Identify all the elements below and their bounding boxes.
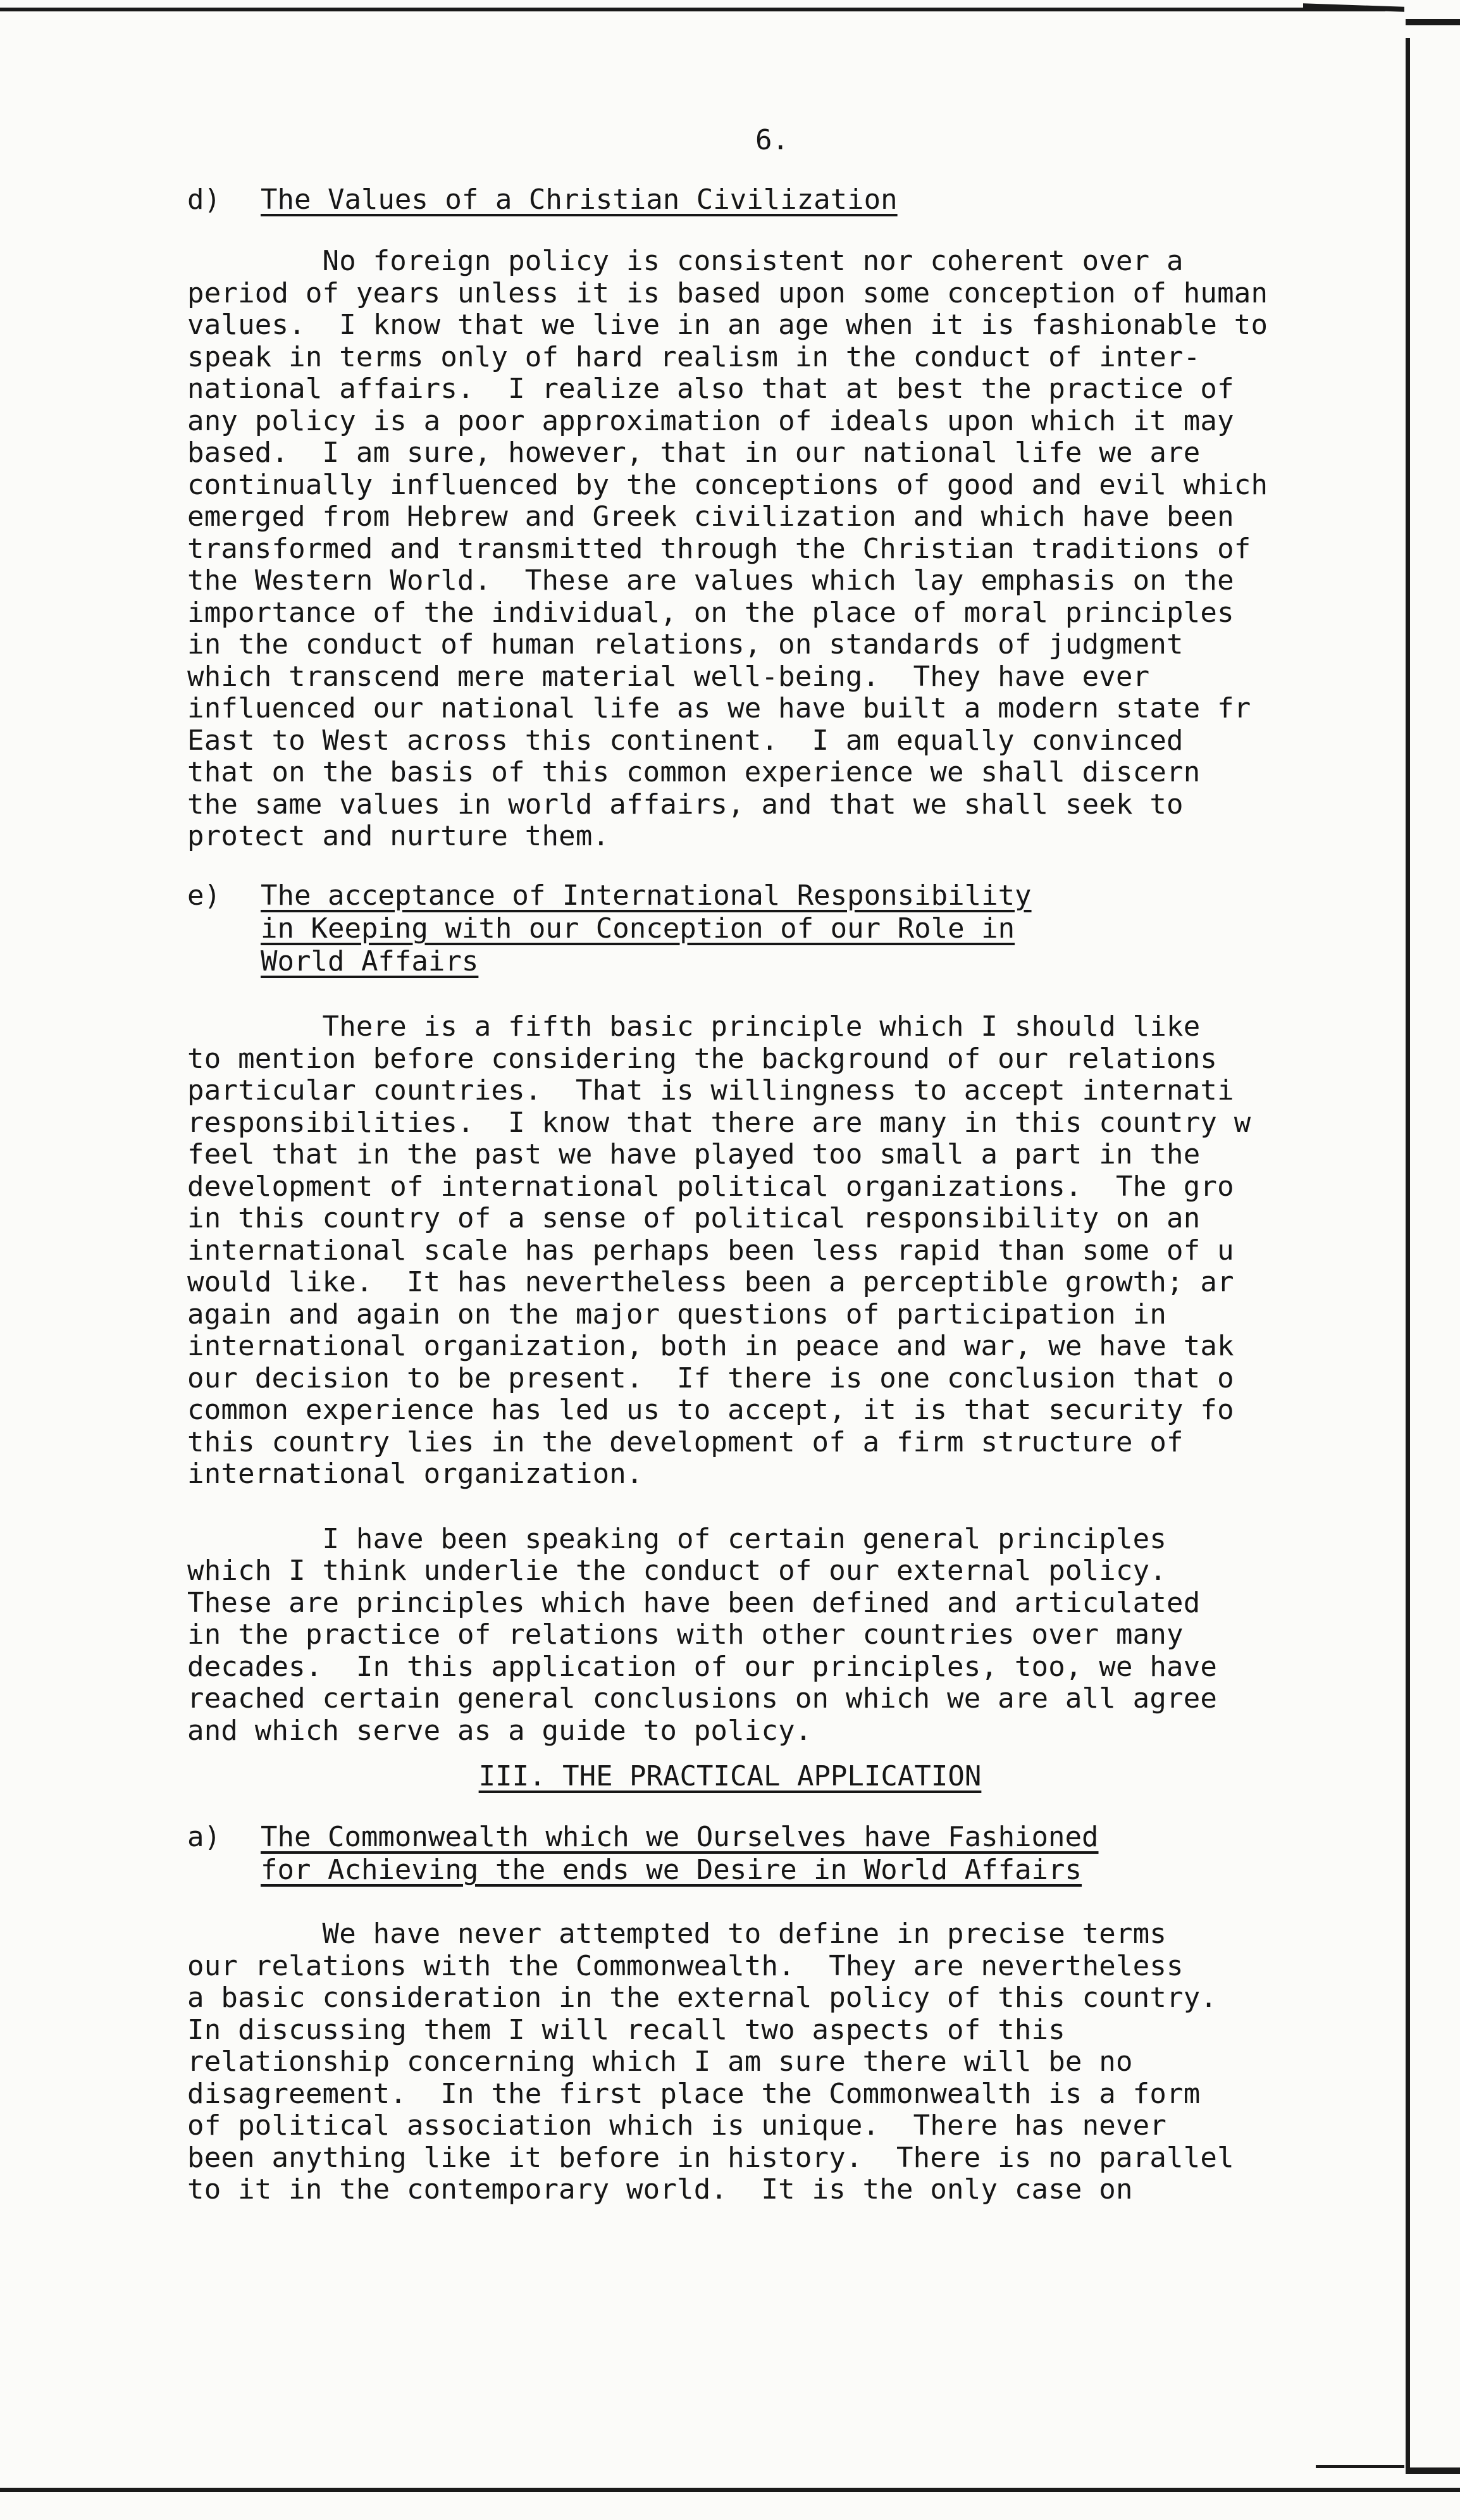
section-e-title-line: World Affairs [261, 945, 479, 978]
paragraph-line: that on the basis of this common experience we shall discern [187, 756, 1201, 788]
paragraph-line: responsibilities. I know that there are many in this country w [187, 1106, 1251, 1139]
bottom-corner-rule [1316, 2465, 1404, 2468]
section-d-paragraph [187, 245, 1389, 853]
section-e-letter: e) [187, 879, 221, 912]
section-a-heading [187, 1821, 1389, 1887]
paragraph-line: would like. It has nevertheless been a perceptible growth; ar [187, 1266, 1234, 1298]
paragraph-line: and which serve as a guide to policy. [187, 1714, 812, 1747]
paragraph-line: which I think underlie the conduct of our external policy. [187, 1555, 1167, 1587]
section-a-title-line: for Achieving the ends we Desire in World Affairs [261, 1854, 1082, 1886]
paragraph-line: international scale has perhaps been less rapid than some of u [187, 1234, 1234, 1267]
paragraph-line: our decision to be present. If there is one conclusion that o [187, 1362, 1234, 1394]
paragraph-line: development of international political organizations. The gro [187, 1170, 1234, 1203]
part-three-heading-text: III. THE PRACTICAL APPLICATION [478, 1760, 982, 1792]
section-a-paragraph [187, 1918, 1389, 2206]
section-e-title-line: in Keeping with our Conception of our Role in [261, 912, 1015, 945]
paragraph-line: importance of the individual, on the place of moral principles [187, 596, 1234, 629]
paragraph-line: again and again on the major questions of participation in [187, 1298, 1167, 1331]
section-e-paragraph-1 [187, 1011, 1389, 1491]
section-a [187, 1821, 1389, 2206]
paragraph-line: which transcend mere material well-being. They have ever [187, 660, 1150, 693]
paragraph-line: protect and nurture them. [187, 820, 610, 852]
paragraph-line: transformed and transmitted through the Christian traditions of [187, 532, 1251, 565]
paragraph-line: this country lies in the development of a firm structure of [187, 1425, 1184, 1458]
paragraph-line: our relations with the Commonwealth. They are nevertheless [187, 1949, 1184, 1982]
paragraph-line: to mention before considering the background of our relations [187, 1042, 1218, 1075]
paragraph-line: to it in the contemporary world. It is the only case on [187, 2173, 1133, 2206]
paragraph-line: In discussing them I will recall two aspects of this [187, 2013, 1065, 2046]
paragraph-line: continually influenced by the conceptions of good and evil which [187, 468, 1268, 501]
paragraph-line: period of years unless it is based upon some conception of human [187, 276, 1268, 309]
section-d [187, 183, 1389, 853]
paragraph-line: national affairs. I realize also that at best the practice of [187, 373, 1234, 405]
paragraph-line: reached certain general conclusions on which we are all agree [187, 1682, 1218, 1715]
section-e-heading [187, 879, 1389, 978]
section-a-title-line: The Commonwealth which we Ourselves have Fashioned [261, 1821, 1099, 1853]
paragraph-line: international organization. [187, 1458, 643, 1490]
right-border-bottom-hook [1406, 2467, 1460, 2474]
paragraph-line: common experience has led us to accept, it is that security fo [187, 1394, 1234, 1426]
section-a-letter: a) [187, 1821, 221, 1853]
section-e-paragraph-2 [187, 1524, 1389, 1747]
paragraph-line: emerged from Hebrew and Greek civilization and which have been [187, 500, 1234, 533]
section-d-heading [187, 183, 1389, 216]
paragraph-line: of political association which is unique. There has never [187, 2109, 1167, 2142]
paragraph-line: the same values in world affairs, and that we shall seek to [187, 788, 1184, 821]
paragraph-line: a basic consideration in the external policy of this country. [187, 1982, 1218, 2014]
bottom-border-rule [0, 2488, 1460, 2492]
paragraph-line: been anything like it before in history. There is no parallel [187, 2141, 1234, 2174]
paragraph-line: based. I am sure, however, that in our national life we are [187, 437, 1201, 469]
paragraph-line: I have been speaking of certain general principles [187, 1522, 1167, 1555]
paragraph-line: speak in terms only of hard realism in the conduct of inter- [187, 340, 1201, 373]
section-d-letter: d) [187, 183, 221, 216]
paragraph-line: We have never attempted to define in precise terms [187, 1918, 1167, 1950]
section-d-title: The Values of a Christian Civilization [261, 183, 898, 216]
paragraph-line: There is a fifth basic principle which I should like [187, 1010, 1201, 1043]
right-border-rule [1406, 38, 1410, 2467]
right-border-top-hook [1406, 19, 1460, 25]
paragraph-line: decades. In this application of our principles, too, we have [187, 1650, 1218, 1683]
section-e [187, 879, 1389, 1747]
paragraph-line: values. I know that we live in an age when it is fashionable to [187, 309, 1268, 341]
paragraph-line: disagreement. In the first place the Commonwealth is a form [187, 2077, 1201, 2110]
paragraph-line: feel that in the past we have played too small a part in the [187, 1138, 1201, 1170]
page-number: 6. [755, 124, 789, 156]
paragraph-line: These are principles which have been defined and articulated [187, 1586, 1201, 1619]
paragraph-line: in this country of a sense of political responsibility on an [187, 1202, 1201, 1234]
section-e-title-line: The acceptance of International Responsibility [261, 879, 1032, 912]
paragraph-line: the Western World. These are values which lay emphasis on the [187, 564, 1234, 597]
paragraph-line: in the practice of relations with other countries over many [187, 1618, 1184, 1651]
paragraph-line: No foreign policy is consistent nor coherent over a [187, 245, 1184, 277]
top-border-rule [0, 8, 1385, 11]
paragraph-line: any policy is a poor approximation of ideals upon which it may [187, 404, 1234, 437]
part-three-heading [0, 1760, 1460, 1793]
paragraph-line: international organization, both in peace and war, we have tak [187, 1330, 1234, 1362]
paragraph-line: in the conduct of human relations, on standards of judgment [187, 628, 1184, 661]
paragraph-line: relationship concerning which I am sure there will be no [187, 2045, 1133, 2078]
paragraph-line: influenced our national life as we have built a modern state fr [187, 692, 1251, 724]
paragraph-line: East to West across this continent. I am equally convinced [187, 724, 1184, 757]
paragraph-line: particular countries. That is willingness to accept internati [187, 1074, 1234, 1107]
